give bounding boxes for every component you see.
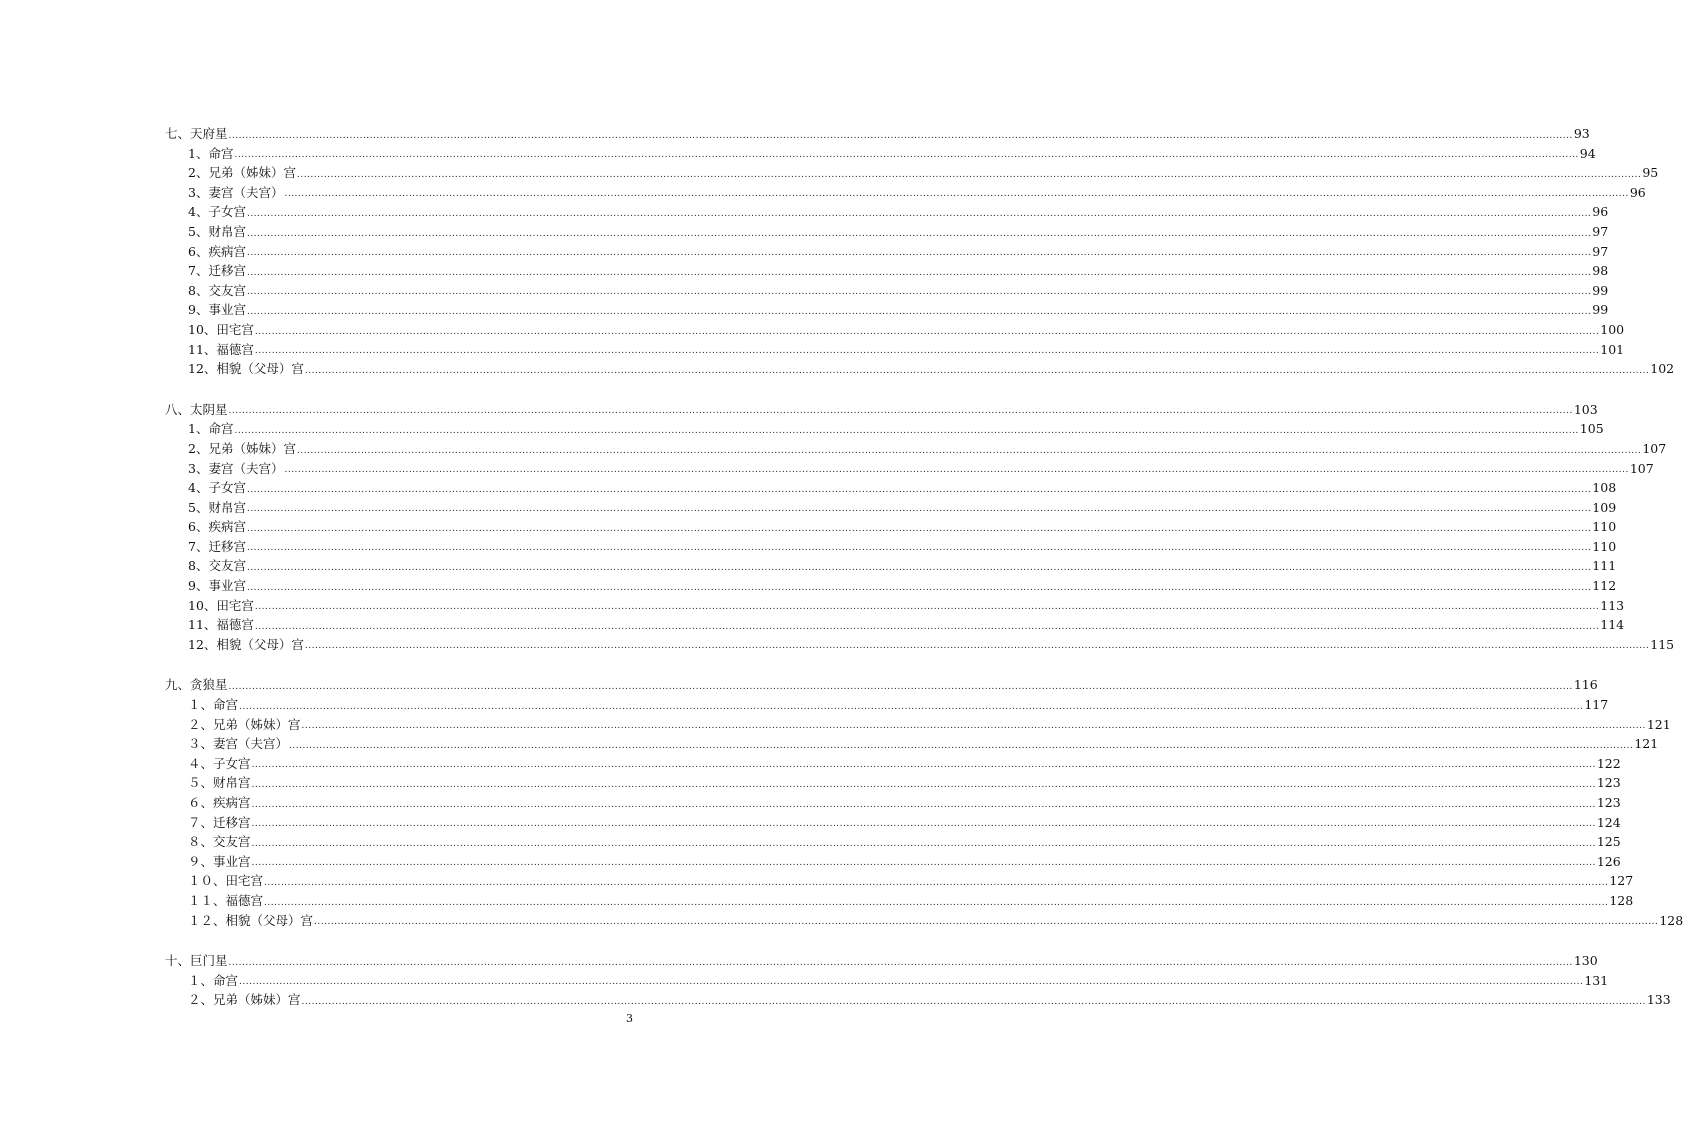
toc-entry-page: 112 <box>1592 578 1617 594</box>
toc-entry-page: 103 <box>1573 401 1598 417</box>
toc-entry-page: 133 <box>1646 992 1671 1008</box>
toc-entry-label: 6、疾病宫 <box>188 243 246 259</box>
dot-leader: ................................................................................................................................................................................................................................................................................................................................................................................................................ <box>228 682 1573 693</box>
dot-leader: ................................................................................................................................................................................................................................................................................................................................................................................................................ <box>251 858 1596 869</box>
toc-entry-page: 115 <box>1650 636 1675 652</box>
toc-entry-page: 116 <box>1573 677 1598 693</box>
page-number: 3 <box>626 1012 633 1025</box>
toc-entry-page: 123 <box>1596 795 1621 810</box>
toc-entry-page: 93 <box>1573 126 1590 141</box>
toc-entry-page: 94 <box>1579 145 1596 161</box>
toc-entry[interactable] <box>165 971 1609 991</box>
toc-entry[interactable] <box>165 734 1659 754</box>
toc-section <box>165 400 1675 655</box>
toc-entry-page: 95 <box>1642 165 1659 181</box>
toc-entry-label: 10、田宅宫 <box>188 597 254 613</box>
toc-entry-page: 111 <box>1592 558 1617 574</box>
dot-leader: ................................................................................................................................................................................................................................................................................................................................................................................................................ <box>246 523 1592 534</box>
dot-leader: ................................................................................................................................................................................................................................................................................................................................................................................................................ <box>251 838 1596 849</box>
toc-entry-page: 117 <box>1584 697 1609 713</box>
toc-entry-label: 7、迁移宫 <box>188 263 246 279</box>
toc-entry-label: 5、财帛宫 <box>188 223 246 239</box>
toc-entry[interactable] <box>165 419 1604 439</box>
toc-entry[interactable] <box>165 911 1683 931</box>
toc-entry-label: 9、事业宫 <box>188 302 246 318</box>
toc-entry[interactable] <box>165 635 1675 655</box>
toc-section <box>165 124 1675 379</box>
toc-entry-label: 1、命宫 <box>188 421 234 437</box>
toc-section-heading[interactable] <box>165 951 1598 971</box>
toc-entry[interactable] <box>165 163 1659 183</box>
dot-leader: ................................................................................................................................................................................................................................................................................................................................................................................................................ <box>251 780 1596 790</box>
toc-entry-label: 12、相貌（父母）宫 <box>188 361 304 377</box>
toc-entry-label: 2、兄弟（姊妹）宫 <box>188 440 296 456</box>
toc-entry-label: 8、交友宫 <box>188 282 246 298</box>
toc-entry-page: 114 <box>1600 617 1625 633</box>
toc-entry[interactable] <box>165 615 1625 635</box>
toc-entry-label: ６、疾病宫 <box>188 795 251 810</box>
toc-entry[interactable] <box>165 754 1621 774</box>
toc-entry[interactable] <box>165 359 1675 379</box>
dot-leader: ................................................................................................................................................................................................................................................................................................................................................................................................................ <box>246 287 1592 298</box>
table-of-contents <box>165 124 1683 1031</box>
toc-entry-page: 128 <box>1659 912 1683 928</box>
toc-entry[interactable] <box>165 183 1646 203</box>
toc-entry-page: 100 <box>1600 321 1625 337</box>
toc-entry-label: ８、交友宫 <box>188 834 251 850</box>
toc-entry[interactable] <box>165 340 1625 360</box>
toc-entry[interactable] <box>165 537 1617 557</box>
toc-entry-label: 十、巨门星 <box>165 953 228 969</box>
toc-entry[interactable] <box>165 517 1617 537</box>
toc-entry[interactable] <box>165 300 1609 320</box>
toc-section-heading[interactable] <box>165 675 1598 695</box>
toc-entry-label: 9、事业宫 <box>188 578 246 594</box>
toc-entry[interactable] <box>165 202 1609 222</box>
toc-entry-page: 102 <box>1650 361 1675 377</box>
dot-leader: ................................................................................................................................................................................................................................................................................................................................................................................................................ <box>246 484 1592 495</box>
toc-entry-page: 101 <box>1600 341 1625 357</box>
dot-leader: ................................................................................................................................................................................................................................................................................................................................................................................................................ <box>254 346 1600 357</box>
toc-entry-label: 3、妻宫（夫宫） <box>188 184 284 200</box>
toc-entry-label: ９、事业宫 <box>188 853 251 869</box>
toc-section <box>165 675 1683 930</box>
toc-entry-page: 122 <box>1596 755 1621 771</box>
toc-entry-label: １０、田宅宫 <box>188 873 264 889</box>
toc-entry-label: 3、妻宫（夫宫） <box>188 460 284 476</box>
toc-entry-page: 126 <box>1596 853 1621 869</box>
toc-entry-label: 11、福德宫 <box>188 341 254 357</box>
dot-leader: ................................................................................................................................................................................................................................................................................................................................................................................................................ <box>254 621 1600 632</box>
toc-entry[interactable] <box>165 439 1667 459</box>
toc-entry-page: 105 <box>1579 421 1604 437</box>
toc-entry[interactable] <box>165 459 1654 479</box>
toc-entry-page: 110 <box>1592 538 1617 554</box>
dot-leader: ................................................................................................................................................................................................................................................................................................................................................................................................................ <box>284 465 1629 476</box>
dot-leader: ................................................................................................................................................................................................................................................................................................................................................................................................................ <box>228 130 1573 141</box>
toc-entry-page: 99 <box>1592 302 1609 318</box>
toc-entry-label: ５、财帛宫 <box>188 775 251 791</box>
dot-leader: ................................................................................................................................................................................................................................................................................................................................................................................................................ <box>251 799 1596 810</box>
dot-leader: ................................................................................................................................................................................................................................................................................................................................................................................................................ <box>314 917 1659 928</box>
toc-entry[interactable] <box>165 832 1621 852</box>
toc-entry-page: 97 <box>1592 243 1609 259</box>
toc-entry[interactable] <box>165 242 1609 262</box>
toc-entry-page: 96 <box>1592 204 1609 220</box>
toc-entry[interactable] <box>165 478 1617 498</box>
dot-leader: ................................................................................................................................................................................................................................................................................................................................................................................................................ <box>246 306 1592 317</box>
toc-entry[interactable] <box>165 261 1609 281</box>
toc-entry-page: 121 <box>1646 716 1671 732</box>
toc-entry-page: 98 <box>1592 263 1609 279</box>
dot-leader: ................................................................................................................................................................................................................................................................................................................................................................................................................ <box>284 189 1629 200</box>
toc-entry[interactable] <box>165 144 1596 164</box>
dot-leader: ................................................................................................................................................................................................................................................................................................................................................................................................................ <box>246 228 1592 239</box>
toc-entry-page: 127 <box>1609 873 1634 889</box>
toc-entry[interactable] <box>165 891 1634 911</box>
dot-leader: ................................................................................................................................................................................................................................................................................................................................................................................................................ <box>254 602 1600 613</box>
toc-entry-page: 99 <box>1592 282 1609 298</box>
dot-leader: ................................................................................................................................................................................................................................................................................................................................................................................................................ <box>246 563 1592 574</box>
toc-entry[interactable] <box>165 793 1621 813</box>
toc-entry-label: １、命宫 <box>188 972 239 988</box>
dot-leader: ................................................................................................................................................................................................................................................................................................................................................................................................................ <box>304 641 1650 652</box>
toc-section-heading[interactable] <box>165 400 1598 420</box>
toc-entry[interactable] <box>165 498 1617 518</box>
toc-entry[interactable] <box>165 871 1634 891</box>
toc-entry-page: 123 <box>1596 775 1621 791</box>
dot-leader: ................................................................................................................................................................................................................................................................................................................................................................................................................ <box>246 267 1592 278</box>
toc-entry-label: １、命宫 <box>188 697 239 713</box>
toc-entry-label: 八、太阴星 <box>165 401 228 417</box>
toc-entry-label: 七、天府星 <box>165 126 228 141</box>
toc-entry[interactable] <box>165 281 1609 301</box>
toc-entry-label: 1、命宫 <box>188 145 234 161</box>
toc-entry-label: 4、子女宫 <box>188 204 246 220</box>
toc-entry-page: 107 <box>1642 440 1667 456</box>
toc-entry-label: ２、兄弟（姊妹）宫 <box>188 716 301 732</box>
dot-leader: ................................................................................................................................................................................................................................................................................................................................................................................................................ <box>246 504 1592 515</box>
toc-entry[interactable] <box>165 990 1671 1010</box>
dot-leader: ................................................................................................................................................................................................................................................................................................................................................................................................................ <box>228 957 1573 968</box>
toc-section <box>165 951 1671 1010</box>
toc-entry[interactable] <box>165 773 1621 793</box>
toc-entry-page: 96 <box>1629 184 1646 200</box>
toc-entry[interactable] <box>165 596 1625 616</box>
dot-leader: ................................................................................................................................................................................................................................................................................................................................................................................................................ <box>246 543 1592 554</box>
toc-entry-label: 8、交友宫 <box>188 558 246 574</box>
toc-entry-page: 108 <box>1592 480 1617 496</box>
toc-entry-page: 124 <box>1596 814 1621 830</box>
dot-leader: ................................................................................................................................................................................................................................................................................................................................................................................................................ <box>304 365 1650 376</box>
dot-leader: ................................................................................................................................................................................................................................................................................................................................................................................................................ <box>296 169 1642 180</box>
dot-leader: ................................................................................................................................................................................................................................................................................................................................................................................................................ <box>301 721 1646 732</box>
toc-entry[interactable] <box>165 715 1671 735</box>
toc-entry[interactable] <box>165 576 1617 596</box>
toc-entry-label: 11、福德宫 <box>188 617 254 633</box>
toc-entry-page: 110 <box>1592 519 1617 535</box>
dot-leader: ................................................................................................................................................................................................................................................................................................................................................................................................................ <box>264 897 1609 908</box>
toc-entry-page: 128 <box>1609 892 1634 908</box>
toc-entry-label: 12、相貌（父母）宫 <box>188 636 304 652</box>
toc-entry-page: 97 <box>1592 223 1609 239</box>
toc-entry-page: 121 <box>1634 736 1659 752</box>
dot-leader: ................................................................................................................................................................................................................................................................................................................................................................................................................ <box>296 445 1642 456</box>
toc-entry-label: １２、相貌（父母）宫 <box>188 912 314 928</box>
dot-leader: ................................................................................................................................................................................................................................................................................................................................................................................................................ <box>246 582 1592 593</box>
dot-leader: ................................................................................................................................................................................................................................................................................................................................................................................................................ <box>254 326 1600 337</box>
toc-entry[interactable] <box>165 320 1625 340</box>
toc-entry[interactable] <box>165 852 1621 872</box>
toc-entry-page: 130 <box>1573 953 1598 969</box>
toc-entry-label: ２、兄弟（姊妹）宫 <box>188 992 301 1008</box>
toc-entry[interactable] <box>165 813 1621 833</box>
toc-entry-page: 131 <box>1584 972 1609 988</box>
toc-entry[interactable] <box>165 695 1609 715</box>
toc-section-heading[interactable] <box>165 124 1590 144</box>
dot-leader: ................................................................................................................................................................................................................................................................................................................................................................................................................ <box>228 406 1573 417</box>
toc-entry-label: 10、田宅宫 <box>188 321 254 337</box>
toc-entry-label: 九、贪狼星 <box>165 677 228 693</box>
dot-leader: ................................................................................................................................................................................................................................................................................................................................................................................................................ <box>239 977 1584 988</box>
dot-leader: ................................................................................................................................................................................................................................................................................................................................................................................................................ <box>239 701 1584 712</box>
dot-leader: ................................................................................................................................................................................................................................................................................................................................................................................................................ <box>234 425 1579 436</box>
dot-leader: ................................................................................................................................................................................................................................................................................................................................................................................................................ <box>251 819 1596 830</box>
toc-entry-label: 5、财帛宫 <box>188 499 246 515</box>
toc-entry-page: 107 <box>1629 460 1654 476</box>
dot-leader: ................................................................................................................................................................................................................................................................................................................................................................................................................ <box>234 150 1579 161</box>
dot-leader: ................................................................................................................................................................................................................................................................................................................................................................................................................ <box>264 877 1609 888</box>
toc-entry-label: 7、迁移宫 <box>188 538 246 554</box>
dot-leader: ................................................................................................................................................................................................................................................................................................................................................................................................................ <box>251 760 1596 771</box>
dot-leader: ................................................................................................................................................................................................................................................................................................................................................................................................................ <box>289 740 1634 751</box>
toc-entry[interactable] <box>165 556 1617 576</box>
toc-entry-label: 4、子女宫 <box>188 480 246 496</box>
toc-entry-label: ７、迁移宫 <box>188 814 251 830</box>
dot-leader: ................................................................................................................................................................................................................................................................................................................................................................................................................ <box>246 208 1592 219</box>
toc-entry-page: 125 <box>1596 834 1621 850</box>
toc-entry-label: １１、福德宫 <box>188 892 264 908</box>
toc-entry-label: ４、子女宫 <box>188 755 251 771</box>
toc-entry-page: 109 <box>1592 499 1617 515</box>
toc-entry-label: ３、妻宫（夫宫） <box>188 736 289 752</box>
dot-leader: ................................................................................................................................................................................................................................................................................................................................................................................................................ <box>301 996 1646 1007</box>
dot-leader: ................................................................................................................................................................................................................................................................................................................................................................................................................ <box>246 248 1592 259</box>
toc-entry-page: 113 <box>1600 597 1625 613</box>
toc-entry[interactable] <box>165 222 1609 242</box>
toc-entry-label: 2、兄弟（姊妹）宫 <box>188 165 296 181</box>
toc-entry-label: 6、疾病宫 <box>188 519 246 535</box>
